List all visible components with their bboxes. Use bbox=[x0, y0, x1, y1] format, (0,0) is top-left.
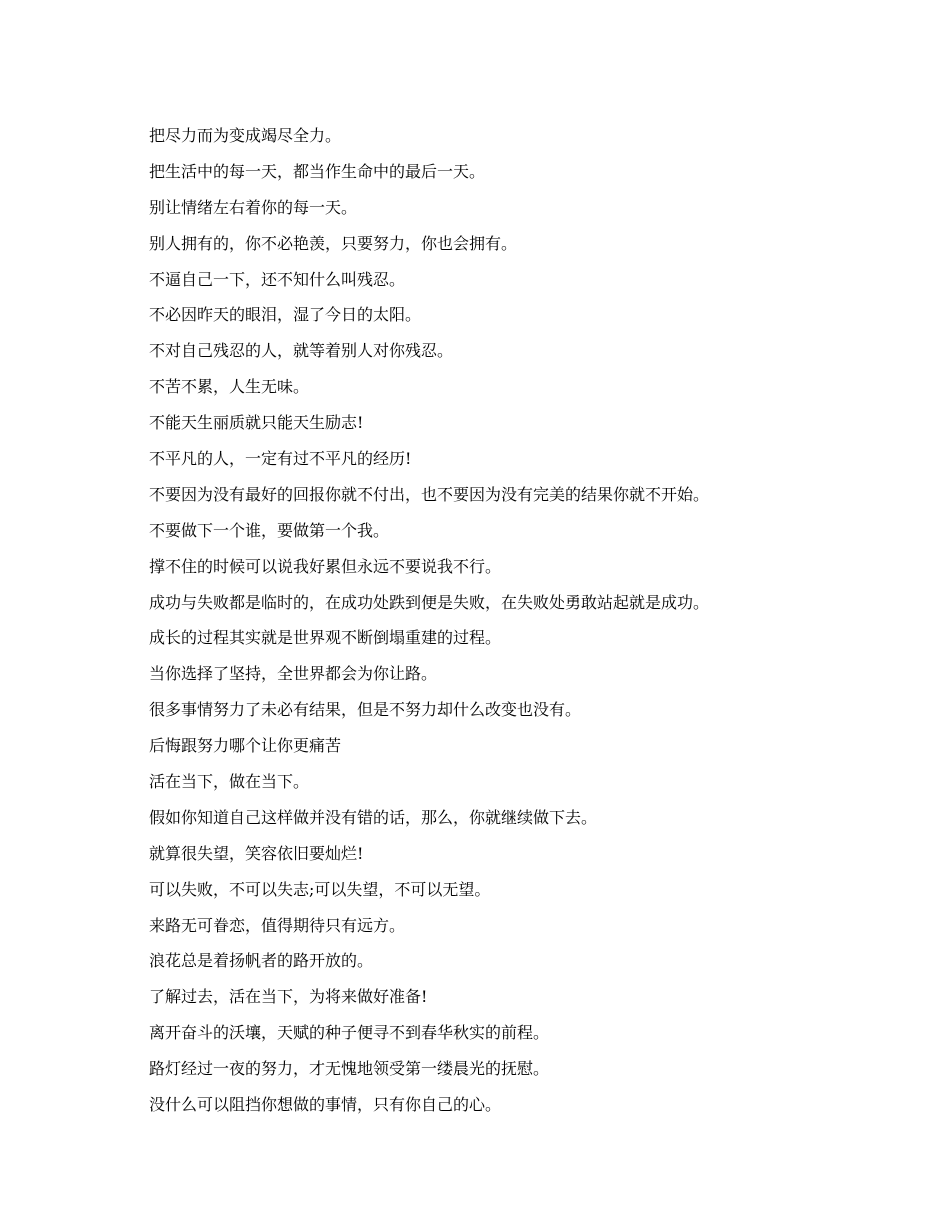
quote-line: 后悔跟努力哪个让你更痛苦 bbox=[149, 736, 342, 756]
quote-line: 成功与失败都是临时的，在成功处跌到便是失败，在失败处勇敢站起就是成功。 bbox=[149, 592, 710, 612]
quote-line: 当你选择了坚持，全世界都会为你让路。 bbox=[149, 664, 438, 684]
quote-list bbox=[149, 121, 849, 1126]
quote-line: 不要因为没有最好的回报你就不付出，也不要因为没有完美的结果你就不开始。 bbox=[149, 484, 710, 504]
quote-line: 没什么可以阻挡你想做的事情，只有你自己的心。 bbox=[149, 1095, 502, 1115]
quote-line: 活在当下，做在当下。 bbox=[149, 772, 310, 792]
quote-line: 不对自己残忍的人，就等着别人对你残忍。 bbox=[149, 341, 454, 361]
quote-line: 把生活中的每一天，都当作生命中的最后一天。 bbox=[149, 161, 486, 181]
quote-line: 离开奋斗的沃壤，天赋的种子便寻不到春华秋实的前程。 bbox=[149, 1023, 550, 1043]
quote-line: 把尽力而为变成竭尽全力。 bbox=[149, 126, 342, 145]
quote-line: 不苦不累，人生无味。 bbox=[149, 377, 310, 397]
quote-line: 别人拥有的，你不必艳羡，只要努力，你也会拥有。 bbox=[149, 233, 518, 253]
quote-line: 不逼自己一下，还不知什么叫残忍。 bbox=[149, 269, 406, 289]
quote-line: 不必因昨天的眼泪，湿了今日的太阳。 bbox=[149, 305, 422, 325]
quote-line: 成长的过程其实就是世界观不断倒塌重建的过程。 bbox=[149, 628, 502, 648]
quote-line: 可以失败，不可以失志;可以失望，不可以无望。 bbox=[149, 879, 491, 899]
quote-line: 不要做下一个谁，要做第一个我。 bbox=[149, 520, 390, 540]
quote-line: 来路无可眷恋，值得期待只有远方。 bbox=[149, 915, 406, 935]
quote-line: 不能天生丽质就只能天生励志! bbox=[149, 413, 364, 433]
quote-line: 假如你知道自己这样做并没有错的话，那么，你就继续做下去。 bbox=[149, 807, 598, 827]
quote-line: 撑不住的时候可以说我好累但永远不要说我不行。 bbox=[149, 556, 502, 576]
quote-line: 就算很失望，笑容依旧要灿烂! bbox=[149, 843, 364, 863]
quote-line: 浪花总是着扬帆者的路开放的。 bbox=[149, 951, 374, 971]
quote-line: 不平凡的人，一定有过不平凡的经历! bbox=[149, 449, 412, 469]
quote-line: 路灯经过一夜的努力，才无愧地领受第一缕晨光的抚慰。 bbox=[149, 1059, 550, 1079]
quote-line: 很多事情努力了未必有结果，但是不努力却什么改变也没有。 bbox=[149, 700, 582, 720]
quote-line: 别让情绪左右着你的每一天。 bbox=[149, 197, 358, 217]
quote-line: 了解过去，活在当下，为将来做好准备! bbox=[149, 987, 428, 1007]
